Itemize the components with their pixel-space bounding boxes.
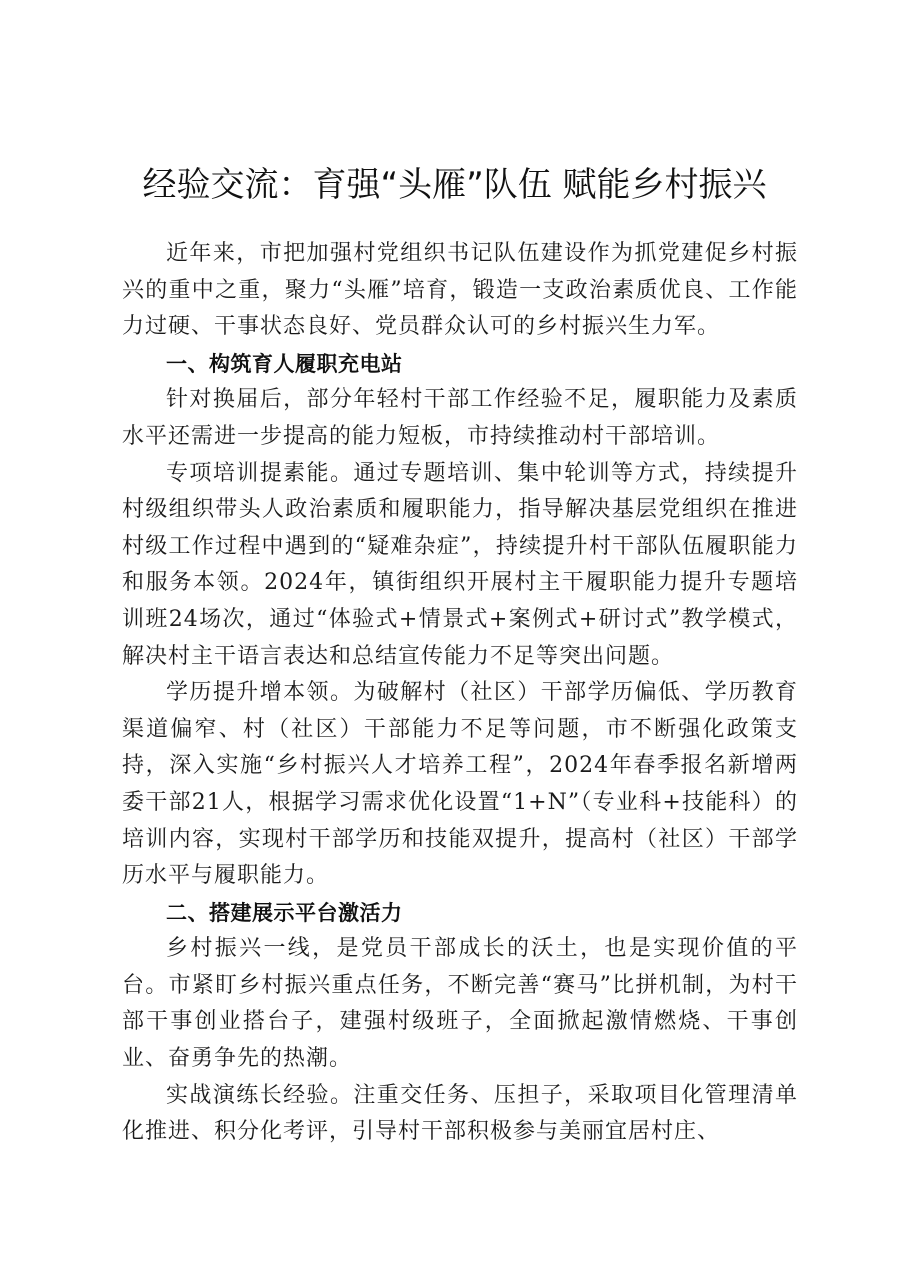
body-paragraph: 乡村振兴一线，是党员干部成长的沃土，也是实现价值的平台。市紧盯乡村振兴重点任务，不断完善“赛马”比拼机制，为村干部干事创业搭台子，建强村级班子，全面掀起激情燃烧、干事创业、奋勇争先的热潮。 — [122, 936, 798, 1072]
document-body — [122, 236, 798, 1151]
body-paragraph: 实战演练长经验。注重交任务、压担子，采取项目化管理清单化推进、积分化考评，引导村干部积极参与美丽宜居村庄、 — [122, 1082, 798, 1145]
intro-paragraph: 近年来，市把加强村党组织书记队伍建设作为抓党建促乡村振兴的重中之重，聚力“头雁”培育，锻造一支政治素质优良、工作能力过硬、干事状态良好、党员群众认可的乡村振兴生力军。 — [122, 241, 798, 340]
body-paragraph: 专项培训提素能。通过专题培训、集中轮训等方式，持续提升村级组织带头人政治素质和履职能力，指导解决基层党组织在推进村级工作过程中遇到的“疑难杂症”，持续提升村干部队伍履职能力和服务本领。2024年，镇街组织开展村主干履职能力提升专题培训班24场次，通过“体验式+情景式+案例式+研讨式”教学模式，解决村主干语言表达和总结宣传能力不足等突出问题。 — [122, 460, 798, 669]
section-heading-2: 二、搭建展示平台激活力 — [166, 900, 403, 925]
document-title: 经验交流：育强“头雁”队伍 赋能乡村振兴 — [142, 165, 767, 205]
section-heading-1: 一、构筑育人履职充电站 — [166, 351, 403, 376]
body-paragraph: 学历提升增本领。为破解村（社区）干部学历偏低、学历教育渠道偏窄、村（社区）干部能力不足等问题，市不断强化政策支持，深入实施“乡村振兴人才培养工程”，2024年春季报名新增两委干部21人，根据学习需求优化设置“1+N”（专业科+技能科）的培训内容，实现村干部学历和技能双提升，提高村（社区）干部学历水平与履职能力。 — [122, 680, 798, 889]
body-paragraph: 针对换届后，部分年轻村干部工作经验不足，履职能力及素质水平还需进一步提高的能力短板，市持续推动村干部培训。 — [122, 387, 798, 449]
